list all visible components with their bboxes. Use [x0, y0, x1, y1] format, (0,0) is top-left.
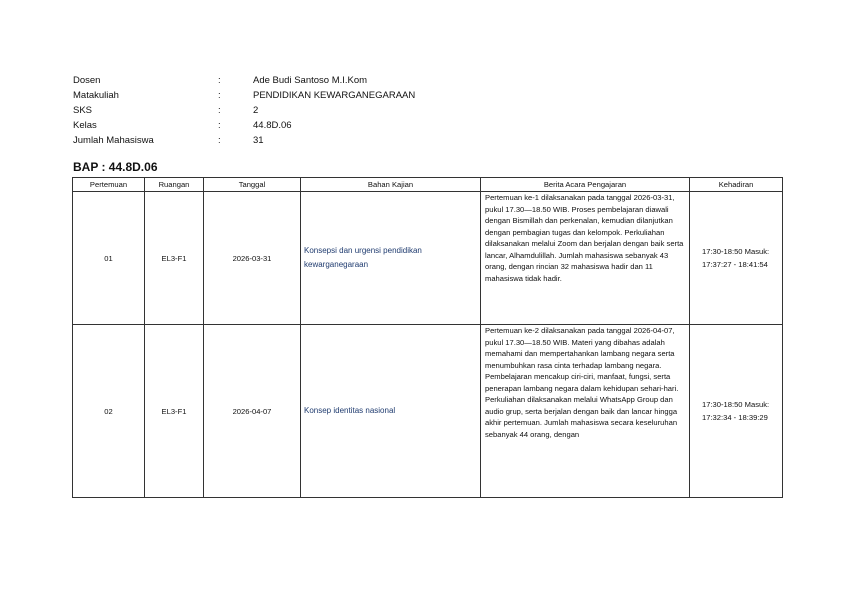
info-row-jumlah-mahasiswa	[73, 133, 415, 148]
info-label: Kelas	[73, 120, 97, 131]
info-row-kelas	[73, 118, 415, 133]
info-label: Dosen	[73, 75, 101, 86]
info-separator: :	[218, 75, 221, 86]
cell-kehadiran: 17:30-18:50 Masuk: 17:32:34 - 18:39:29	[690, 325, 783, 498]
cell-tanggal: 2026-03-31	[204, 192, 301, 325]
cell-pertemuan: 01	[73, 192, 145, 325]
cell-ruangan: EL3-F1	[145, 192, 204, 325]
cell-ruangan: EL3-F1	[145, 325, 204, 498]
column-header-bahan-kajian: Bahan Kajian	[301, 178, 481, 192]
bap-title: BAP : 44.8D.06	[73, 160, 158, 174]
column-header-berita-acara: Berita Acara Pengajaran	[481, 178, 690, 192]
info-label: Matakuliah	[73, 90, 119, 101]
info-value: Ade Budi Santoso M.I.Kom	[253, 75, 368, 86]
info-row-matakuliah	[73, 88, 415, 103]
info-row-sks	[73, 103, 415, 118]
berita-acara-text: Pertemuan ke-1 dilaksanakan pada tanggal 2026-03-31, pukul 17.30—18.50 WIB. Proses pembelajaran diawali dengan Bismillah dan perkenalan, kemudian dilanjutkan dengan pembagian tugas dan kelompok. Perkuliahan dilaksanakan melalui Zoom dan berjalan dengan baik serta lancar, Alhamdulillah. Jumlah mahasiswa sebanyak 43 orang, dengan rincian 32 mahasiswa hadir dan 11 mahasiswa tidak hadir.	[485, 193, 684, 283]
table-row	[73, 325, 783, 498]
info-separator: :	[218, 135, 221, 146]
course-info	[73, 73, 415, 148]
table-header-row	[73, 178, 783, 192]
table-row	[73, 192, 783, 325]
berita-acara-text: Pertemuan ke-2 dilaksanakan pada tanggal 2026-04-07, pukul 17.30—18.50 WIB. Materi yang dibahas adalah memahami dan mempertahankan lambang negara serta menumbuhkan rasa cinta terhadap lambang negara. Pembelajaran mencakup ciri-ciri, manfaat, fungsi, serta penerapan lambang negara dalam kehidupan sehari-hari. Perkuliahan dilaksanakan melalui WhatsApp Group dan audio grup, serta berjalan dengan baik dan lancar hingga akhir pertemuan. Jumlah mahasiswa secara keseluruhan sebanyak 44 orang, dengan	[485, 326, 679, 439]
cell-berita-acara	[481, 192, 690, 325]
info-value: 2	[253, 105, 259, 116]
column-header-pertemuan: Pertemuan	[73, 178, 145, 192]
cell-kehadiran: 17:30-18:50 Masuk: 17:37:27 - 18:41:54	[690, 192, 783, 325]
info-value: 44.8D.06	[253, 120, 292, 131]
info-separator: :	[218, 105, 221, 116]
info-label: SKS	[73, 105, 93, 116]
column-header-ruangan: Ruangan	[145, 178, 204, 192]
cell-tanggal: 2026-04-07	[204, 325, 301, 498]
info-label: Jumlah Mahasiswa	[73, 135, 154, 146]
info-separator: :	[218, 120, 221, 131]
info-value: 31	[253, 135, 264, 146]
info-separator: :	[218, 90, 221, 101]
info-value: PENDIDIKAN KEWARGANEGARAAN	[253, 90, 416, 101]
cell-pertemuan: 02	[73, 325, 145, 498]
cell-bahan-kajian: Konsep identitas nasional	[301, 325, 481, 498]
info-row-dosen	[73, 73, 415, 88]
cell-bahan-kajian: Konsepsi dan urgensi pendidikan kewarganegaraan	[301, 192, 481, 325]
cell-berita-acara	[481, 325, 690, 498]
bap-table	[72, 177, 783, 498]
column-header-tanggal: Tanggal	[204, 178, 301, 192]
column-header-kehadiran: Kehadiran	[690, 178, 783, 192]
